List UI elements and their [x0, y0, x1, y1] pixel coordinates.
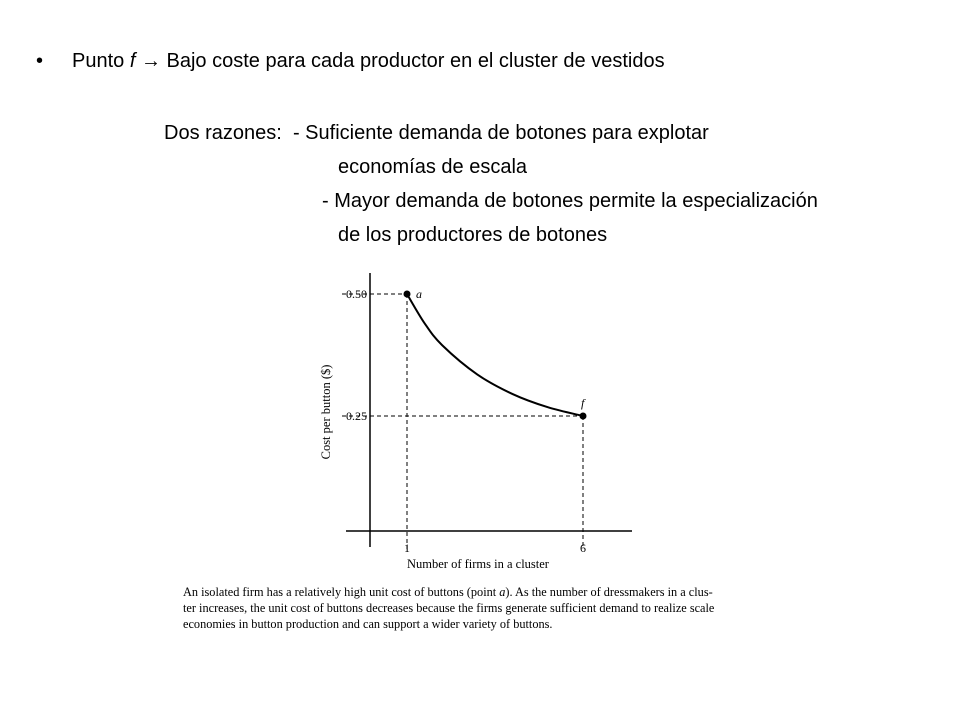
- x-tick-label-6: 6: [580, 541, 586, 555]
- x-tick-label-1: 1: [404, 541, 410, 555]
- caption-line-2: ter increases, the unit cost of buttons decreases because the firms generate sufficient demand to realize scale: [183, 601, 715, 615]
- y-tick-label-0.25: 0.25: [346, 409, 367, 423]
- figure-caption: [183, 584, 763, 632]
- caption-line-3: economies in button production and can support a wider variety of buttons.: [183, 617, 553, 631]
- point-f: [580, 413, 587, 420]
- reason-1-line-2: economías de escala: [338, 156, 528, 178]
- reason-2-line-1: - Mayor demanda de botones permite la especialización: [322, 190, 818, 212]
- point-a: [404, 291, 411, 298]
- reason-1-line-1: - Suficiente demanda de botones para explotar: [292, 122, 709, 144]
- bullet-text: → Bajo coste para cada productor en el cluster de vestidos: [135, 50, 665, 72]
- y-axis-label: Cost per button ($): [319, 364, 333, 460]
- reason-2-line-2: de los productores de botones: [338, 224, 608, 246]
- y-tick-label-0.50: 0.50: [346, 287, 367, 301]
- point-label-a: a: [416, 287, 422, 301]
- cost-curve: [407, 294, 583, 416]
- point-f-label: f: [129, 50, 136, 72]
- x-axis-label: Number of firms in a cluster: [407, 557, 549, 571]
- bullet-dot: •: [36, 50, 44, 72]
- bullet-prefix: Punto: [72, 50, 130, 72]
- reasons-label: Dos razones:: [164, 122, 282, 144]
- point-label-f: f: [581, 396, 585, 410]
- caption-line-1: An isolated firm has a relatively high unit cost of buttons (point a). As the number of dressmakers in a clus-: [183, 585, 713, 599]
